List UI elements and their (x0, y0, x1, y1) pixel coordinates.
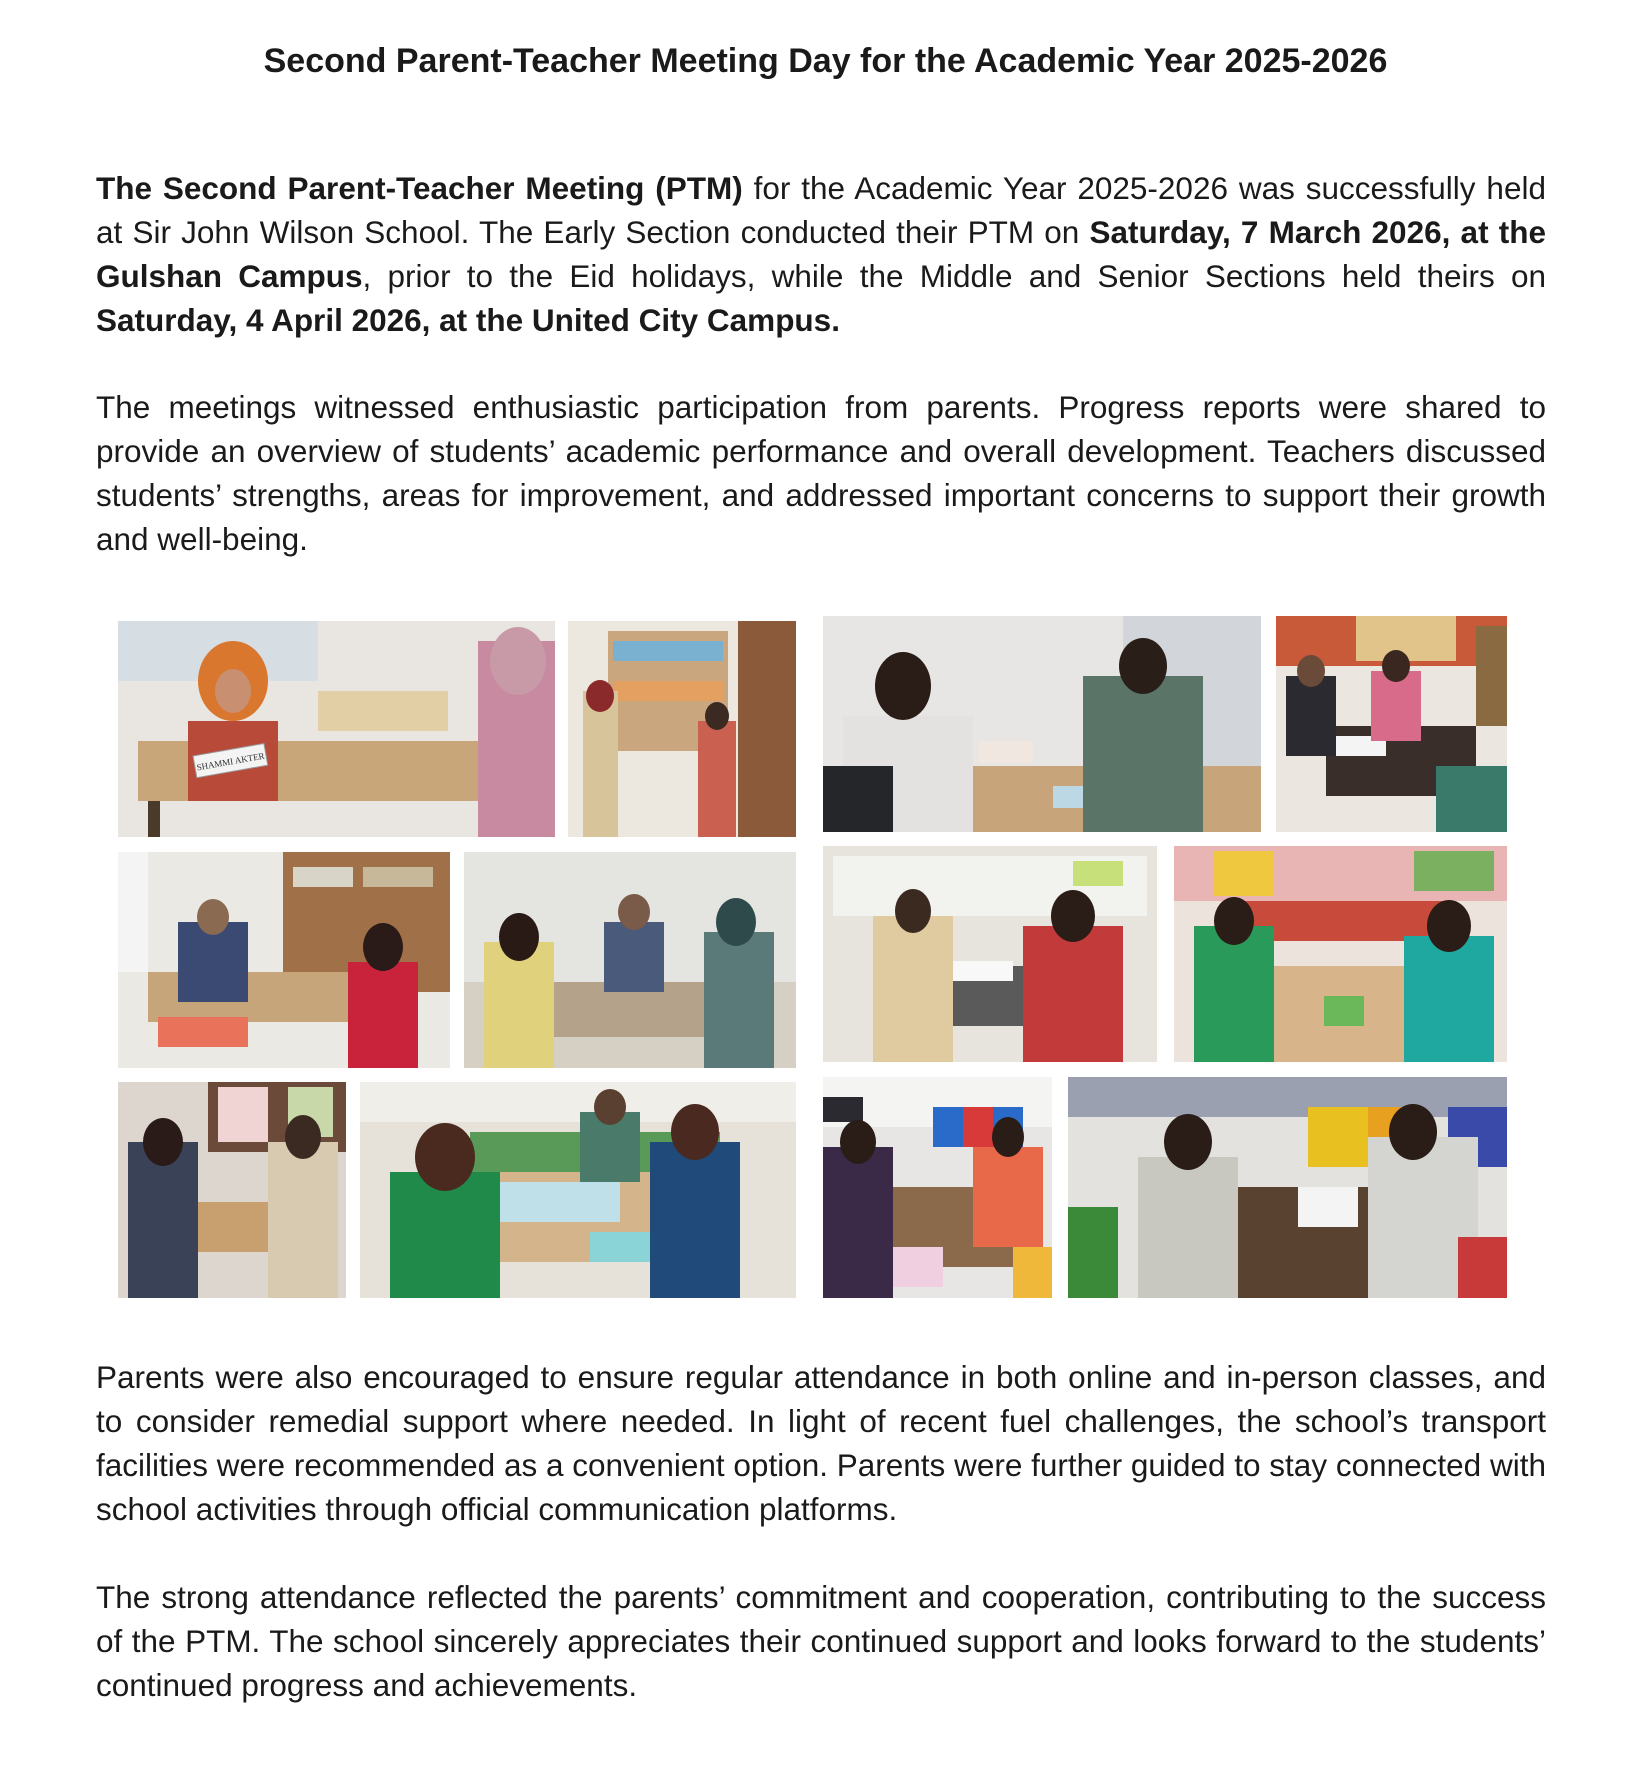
meeting-photo (1068, 1077, 1507, 1298)
closing-paragraph: The strong attendance reflected the parents’ commitment and cooperation, contributing to the success of the PTM. The school sincerely appreciates their continued support and looks forward to the students’ continued progress and achievements. (96, 1579, 1546, 1703)
meeting-photo (118, 852, 450, 1068)
meeting-photo (568, 621, 796, 837)
meeting-photo (464, 852, 796, 1068)
participation-paragraph: The meetings witnessed enthusiastic participation from parents. Progress reports were shared to provide an overview of students’ academic performance and overall development. Teachers discussed students’ strengths, areas for improvement, and addressed important concerns to support their growth and well-being. (96, 389, 1546, 557)
guidance-paragraph: Parents were also encouraged to ensure regular attendance in both online and in-person classes, and to consider remedial support where needed. In light of recent fuel challenges, the school’s transport facilities were recommended as a convenient option. Parents were further guided to stay connected with school activities through official communication platforms. (96, 1359, 1546, 1527)
page-title: Second Parent-Teacher Meeting Day for the Academic Year 2025-2026 (263, 42, 1388, 80)
intro-paragraph: The Second Parent-Teacher Meeting (PTM) for the Academic Year 2025-2026 was successfully held at Sir John Wilson School. The Early Section conducted their PTM on Saturday, 7 March 2026, at the Gulshan Campus, prior to the Eid holidays, while the Middle and Senior Sections held theirs on Saturday, 4 April 2026, at the United City Campus. (96, 170, 1546, 338)
meeting-photo (1174, 846, 1507, 1062)
meeting-photo (118, 621, 555, 837)
meeting-photo (118, 1082, 346, 1298)
meeting-photo (1276, 616, 1507, 832)
meeting-photo (360, 1082, 796, 1298)
meeting-photo (823, 616, 1261, 832)
meeting-photo (823, 1077, 1052, 1298)
meeting-photo (823, 846, 1157, 1062)
nameplate-label: SHAMMI AKTER (195, 750, 266, 773)
